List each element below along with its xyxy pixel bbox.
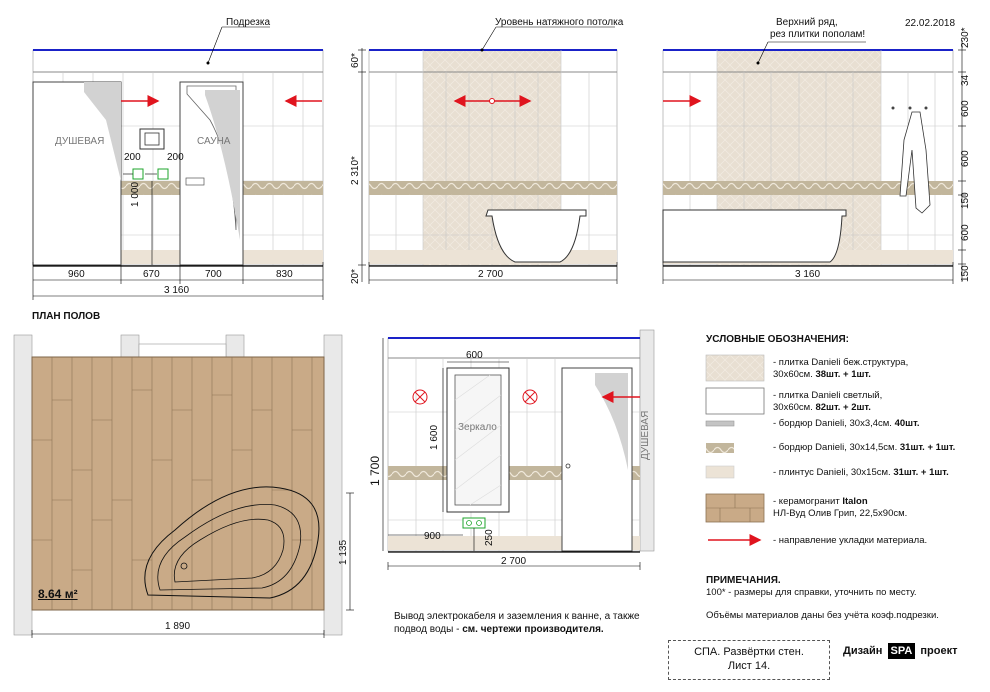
mirror-label: Зеркало	[458, 422, 497, 433]
legend-porcelain-line2: НЛ-Вуд Олив Грип, 22,5х90см.	[773, 508, 908, 519]
title-line1: СПА. Развёртки стен.	[694, 646, 804, 658]
legend-light-line2	[773, 402, 882, 414]
legend-item-plinth	[773, 467, 949, 478]
legend-beige-line1: - плитка Danieli беж.структура,	[773, 357, 909, 368]
dim-230: 230*	[960, 27, 971, 48]
title-line2: Лист 14.	[727, 660, 771, 672]
plan-area: 8.64 м²	[38, 587, 78, 601]
legend-border-wide-qty: 31шт. + 1шт.	[899, 442, 956, 453]
cable-note-line1: Вывод электрокабеля и заземления к ванне, а также	[394, 611, 640, 622]
cable-note-line2	[394, 624, 604, 635]
notes-line2: Объёмы материалов даны без учёта коэф.подрезки.	[706, 610, 939, 621]
legend-beige-qty: 38шт. + 1шт.	[815, 369, 871, 380]
callout-cut: Подрезка	[226, 17, 271, 28]
title-block	[668, 640, 830, 680]
dim-2310: 2 310*	[350, 156, 361, 185]
elevation-2	[358, 27, 617, 284]
logo-right: проект	[920, 645, 958, 657]
dim-200-left: 200	[124, 152, 141, 163]
dim-670: 670	[143, 269, 160, 280]
legend-porcelain-line1	[773, 496, 907, 508]
sheet-date: 22.02.2018	[905, 18, 956, 29]
dim-1700: 1 700	[368, 455, 382, 486]
dim-830: 830	[276, 269, 293, 280]
dim-34: 34	[960, 74, 971, 86]
legend-item-beige	[773, 357, 908, 381]
cable-note-prefix: подвод воды -	[394, 624, 463, 635]
dim-600-b: 600	[960, 150, 971, 167]
legend-beige-size: 30х60см.	[773, 369, 816, 380]
dim-60: 60*	[350, 52, 361, 68]
legend-item-porcelain	[773, 496, 907, 520]
callout-top-row-2: рез плитки пополам!	[770, 29, 866, 40]
legend-light-qty: 82шт. + 2шт.	[815, 402, 871, 413]
legend-porcelain-desc: - керамогранит	[773, 496, 843, 507]
elevation-1	[33, 27, 323, 300]
dim-total-4: 2 700	[501, 556, 527, 567]
callout-ceiling: Уровень натяжного потолка	[495, 17, 624, 28]
dim-700: 700	[205, 269, 222, 280]
legend-item-border-thin	[773, 418, 920, 429]
legend-border-wide-desc: - бордюр Danieli, 30х14,5см.	[773, 442, 900, 453]
elevation-3	[663, 40, 966, 284]
legend-border-thin-qty: 40шт.	[894, 418, 920, 429]
cable-note-ref: см. чертежи производителя.	[462, 624, 604, 635]
legend-border-thin-desc: - бордюр Danieli, 30х3,4см.	[773, 418, 895, 429]
dim-600-a: 600	[960, 100, 971, 117]
dim-total-2: 2 700	[478, 269, 504, 280]
logo-left: Дизайн	[843, 645, 883, 657]
room-label-sauna: САУНА	[197, 136, 231, 147]
legend-item-border-wide	[773, 442, 955, 453]
dim-mirror-height: 1 600	[429, 424, 440, 450]
notes-line1: 100* - размеры для справки, уточнить по месту.	[706, 587, 917, 598]
notes-title: ПРИМЕЧАНИЯ.	[706, 575, 781, 586]
plan-title: ПЛАН ПОЛОВ	[32, 311, 101, 322]
legend-swatches	[706, 355, 764, 540]
dim-600-c: 600	[960, 224, 971, 241]
legend-light-size: 30х60см.	[773, 402, 816, 413]
legend-porcelain-brand: Italon	[842, 496, 868, 507]
dim-200-right: 200	[167, 152, 184, 163]
legend-item-arrow: - направление укладки материала.	[773, 535, 928, 546]
dim-1890: 1 890	[165, 621, 191, 632]
dim-150-a: 150	[960, 192, 971, 209]
legend-title: УСЛОВНЫЕ ОБОЗНАЧЕНИЯ:	[706, 334, 849, 345]
dim-1000: 1 000	[130, 181, 141, 207]
dim-1135: 1 135	[338, 539, 349, 565]
legend-beige-line2	[773, 369, 908, 381]
room-label-shower: ДУШЕВАЯ	[55, 136, 105, 147]
logo	[843, 643, 957, 659]
logo-spa: SPA	[888, 643, 916, 659]
callout-top-row-1: Верхний ряд,	[776, 17, 838, 28]
legend-item-light	[773, 390, 882, 414]
dim-250: 250	[484, 529, 495, 546]
legend-plinth-desc: - плинтус Danieli, 30х15см.	[773, 467, 894, 478]
room-label-shower-2: ДУШЕВАЯ	[640, 410, 651, 460]
legend-plinth-qty: 31шт. + 1шт.	[893, 467, 949, 478]
dim-900: 900	[424, 531, 441, 542]
dim-20: 20*	[350, 268, 361, 284]
dim-150-b: 150	[960, 265, 971, 282]
dim-total-1: 3 160	[164, 285, 190, 296]
legend-light-line1: - плитка Danieli светлый,	[773, 390, 883, 401]
dim-total-3: 3 160	[795, 269, 821, 280]
dim-mirror-width: 600	[466, 350, 483, 361]
dim-960: 960	[68, 269, 85, 280]
